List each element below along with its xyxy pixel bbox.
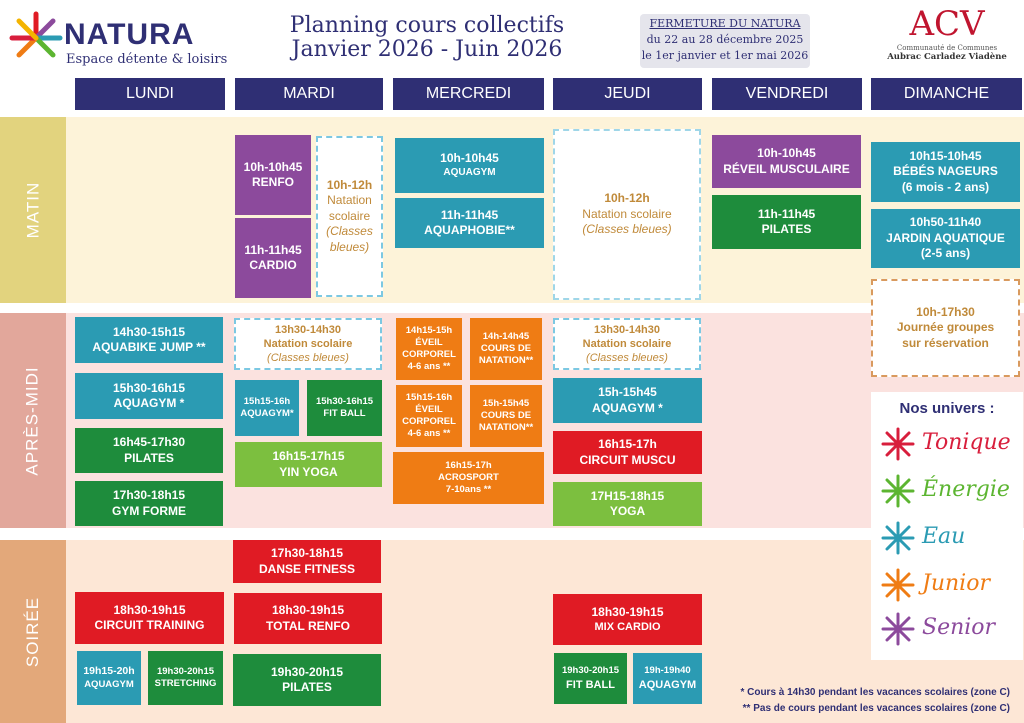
page-title xyxy=(262,14,592,62)
universe-label: Tonique xyxy=(922,430,1011,455)
class-name: YIN YOGA xyxy=(279,464,338,479)
class-sub: 4-6 ans ** xyxy=(407,428,451,440)
class-card xyxy=(75,428,223,473)
school-swim-card xyxy=(316,136,383,297)
class-card xyxy=(395,138,544,193)
class-card xyxy=(470,385,542,447)
class-name: AQUABIKE JUMP ** xyxy=(92,340,206,354)
universe-tonique xyxy=(880,422,1010,466)
class-time: 13h30-14h30 xyxy=(274,323,342,336)
class-name: ÉVEIL CORPOREL xyxy=(402,403,456,427)
universe-label: Eau xyxy=(922,524,966,549)
class-time: 14h-14h45 xyxy=(482,330,530,342)
class-sub: 4-6 ans ** xyxy=(407,361,451,373)
class-name: Natation scolaire xyxy=(327,193,372,223)
closure-title: FERMETURE DU NATURA xyxy=(649,17,801,30)
class-time: 11h-11h45 xyxy=(757,206,816,221)
title-line1: Planning cours collectifs xyxy=(289,13,565,38)
class-time: 10h-17h30 xyxy=(916,304,975,319)
class-time: 19h15-20h xyxy=(83,665,135,678)
class-card xyxy=(235,442,382,487)
acv-line2: Aubrac Carladez Viadène xyxy=(887,52,1007,62)
universe-energie xyxy=(880,469,1010,513)
class-card xyxy=(871,209,1020,268)
day-jeudi: JEUDI xyxy=(553,78,702,110)
class-time: 19h30-20h15 xyxy=(270,664,344,679)
class-name: FIT BALL xyxy=(323,408,366,419)
class-name: ACROSPORT xyxy=(438,471,499,483)
class-time: 16h15-17h15 xyxy=(272,449,345,464)
tonique-star-icon xyxy=(880,426,916,462)
class-card xyxy=(712,195,861,249)
class-name: BÉBÉS NAGEURS xyxy=(893,164,998,179)
class-name: STRETCHING xyxy=(154,678,217,689)
class-card xyxy=(233,654,381,706)
day-mardi: MARDI xyxy=(235,78,383,110)
class-name: PILATES xyxy=(282,680,332,694)
class-time: 17H15-18h15 xyxy=(590,488,665,503)
class-name: COURS DE NATATION** xyxy=(478,409,534,434)
class-name: Natation scolaire xyxy=(263,337,353,350)
footnotes xyxy=(700,685,1010,717)
class-time: 11h-11h45 xyxy=(244,242,302,257)
class-name: JARDIN AQUATIQUE xyxy=(886,230,1005,245)
class-name: RÉVEIL MUSCULAIRE xyxy=(723,161,850,176)
class-card xyxy=(553,378,702,423)
day-dimanche: DIMANCHE xyxy=(871,78,1022,110)
class-time: 18h30-19h15 xyxy=(271,603,345,618)
class-card xyxy=(553,482,702,526)
class-card xyxy=(307,380,382,436)
class-time: 16h15-17h xyxy=(445,459,492,471)
class-sub: (6 mois - 2 ans) xyxy=(901,179,990,194)
class-name: COURS DE NATATION** xyxy=(478,342,534,367)
class-time: 19h-19h40 xyxy=(644,665,691,677)
class-card xyxy=(234,593,382,644)
class-card xyxy=(633,653,702,704)
class-name: AQUAGYM * xyxy=(113,396,185,410)
acv-logo xyxy=(872,4,1022,62)
class-card xyxy=(396,318,462,380)
class-time: 10h-10h45 xyxy=(440,151,499,166)
class-name: Natation scolaire xyxy=(582,206,672,221)
class-time: 14h30-15h15 xyxy=(112,324,186,339)
class-time: 10h15-10h45 xyxy=(909,148,982,163)
period-morning-label: MATIN xyxy=(23,181,42,239)
universe-eau xyxy=(880,516,1010,560)
class-time: 15h15-16h xyxy=(405,391,453,403)
class-sub: (Classes bleues) xyxy=(267,352,349,365)
class-sub: (Classes bleues) xyxy=(326,224,373,254)
school-swim-card xyxy=(553,318,701,370)
class-time: 11h-11h45 xyxy=(440,207,499,222)
class-name: ÉVEIL CORPOREL xyxy=(402,336,456,360)
class-name: CIRCUIT MUSCU xyxy=(579,452,676,467)
energie-star-icon xyxy=(880,473,916,509)
natura-logo-icon xyxy=(6,8,66,68)
period-evening-label: SOIRÉE xyxy=(23,596,42,667)
class-name: YOGA xyxy=(609,504,646,518)
class-time: 19h30-20h15 xyxy=(156,665,215,677)
class-card xyxy=(75,592,224,644)
class-card xyxy=(75,373,223,419)
junior-star-icon xyxy=(880,567,916,603)
period-afternoon xyxy=(0,313,66,528)
class-name: CARDIO xyxy=(249,258,297,272)
closure-line2: le 1er janvier et 1er mai 2026 xyxy=(641,48,809,62)
universe-label: Junior xyxy=(922,571,990,596)
class-card xyxy=(77,651,141,705)
class-card xyxy=(235,380,299,436)
class-card xyxy=(712,135,861,188)
class-name: RENFO xyxy=(252,175,294,189)
class-card xyxy=(553,431,702,474)
footnote-1: * Cours à 14h30 pendant les vacances scolaires (zone C) xyxy=(740,687,1010,698)
class-card xyxy=(235,218,311,298)
class-name: AQUAGYM xyxy=(638,678,697,691)
class-name: AQUAGYM xyxy=(443,166,496,178)
class-card xyxy=(233,540,381,583)
acv-line1: Communauté de Communes xyxy=(896,44,998,52)
class-name: PILATES xyxy=(761,222,812,236)
footnote-2: ** Pas de cours pendant les vacances scolaires (zone C) xyxy=(742,703,1010,714)
class-card xyxy=(554,653,627,704)
class-time: 15h-15h45 xyxy=(482,397,530,409)
class-time: 15h-15h45 xyxy=(598,385,657,400)
class-time: 10h-10h45 xyxy=(243,159,303,174)
senior-star-icon xyxy=(880,611,916,647)
class-name: AQUAGYM xyxy=(84,678,134,690)
class-name: Natation scolaire xyxy=(582,337,672,350)
universe-senior xyxy=(880,607,1010,651)
closure-line1: du 22 au 28 décembre 2025 xyxy=(646,32,804,46)
day-vendredi: VENDREDI xyxy=(712,78,862,110)
class-sub: (2-5 ans) xyxy=(920,246,971,261)
class-name: FIT BALL xyxy=(566,678,615,691)
class-name: AQUAGYM* xyxy=(240,408,294,419)
period-evening xyxy=(0,540,66,723)
class-name: MIX CARDIO xyxy=(594,621,661,634)
eau-star-icon xyxy=(880,520,916,556)
class-name: GYM FORME xyxy=(112,503,186,518)
class-card xyxy=(75,317,223,363)
class-card xyxy=(396,385,462,447)
period-afternoon-label: APRÈS-MIDI xyxy=(23,365,42,476)
class-card xyxy=(148,651,223,705)
class-time: 10h-12h xyxy=(326,177,373,192)
universe-junior xyxy=(880,563,1010,607)
period-morning xyxy=(0,117,66,303)
class-time: 18h30-19h15 xyxy=(113,602,186,617)
class-time: 15h30-16h15 xyxy=(112,380,186,395)
class-sub: 7-10ans ** xyxy=(445,484,492,496)
class-name: AQUAGYM * xyxy=(592,400,663,415)
universe-label: Énergie xyxy=(922,477,1010,502)
class-time: 18h30-19h15 xyxy=(591,604,664,619)
brand-tagline: Espace détente & loisirs xyxy=(66,52,228,67)
class-sub: (Classes bleues) xyxy=(586,352,668,365)
class-time: 14h15-15h xyxy=(405,324,453,336)
class-card xyxy=(553,594,702,645)
class-name: CIRCUIT TRAINING xyxy=(94,618,205,632)
class-card xyxy=(395,198,544,248)
class-time: 10h50-11h40 xyxy=(909,215,982,230)
acv-logo-text: ACV xyxy=(909,4,985,44)
class-time: 19h30-20h15 xyxy=(561,665,620,677)
class-sub: (Classes bleues) xyxy=(582,222,672,237)
class-card xyxy=(470,318,542,380)
class-name: AQUAPHOBIE** xyxy=(424,223,515,237)
class-card xyxy=(235,135,311,215)
class-time: 15h30-16h15 xyxy=(315,395,374,407)
title-line2: Janvier 2026 - Juin 2026 xyxy=(291,37,563,63)
class-time: 16h15-17h xyxy=(598,437,657,452)
universe-label: Senior xyxy=(922,615,996,640)
day-mercredi: MERCREDI xyxy=(393,78,544,110)
class-name: Journée groupes sur réservation xyxy=(896,320,995,350)
group-booking-card xyxy=(871,279,1020,377)
class-time: 17h30-18h15 xyxy=(270,546,344,561)
class-name: TOTAL RENFO xyxy=(266,618,350,633)
class-time: 15h15-16h xyxy=(243,395,291,407)
brand-name: NATURA xyxy=(64,18,195,51)
class-time: 10h-10h45 xyxy=(757,146,816,161)
universes-title: Nos univers : xyxy=(899,400,995,417)
closure-box xyxy=(640,14,810,68)
class-time: 13h30-14h30 xyxy=(593,323,661,336)
school-swim-card xyxy=(553,129,701,300)
day-lundi: LUNDI xyxy=(75,78,225,110)
class-time: 10h-12h xyxy=(604,191,650,206)
class-name: DANSE FITNESS xyxy=(258,561,355,576)
class-time: 17h30-18h15 xyxy=(112,488,186,503)
school-swim-card xyxy=(234,318,382,370)
class-card xyxy=(871,142,1020,202)
class-name: PILATES xyxy=(124,450,174,465)
class-time: 16h45-17h30 xyxy=(112,435,186,450)
class-card xyxy=(75,481,223,526)
class-card xyxy=(393,452,544,504)
